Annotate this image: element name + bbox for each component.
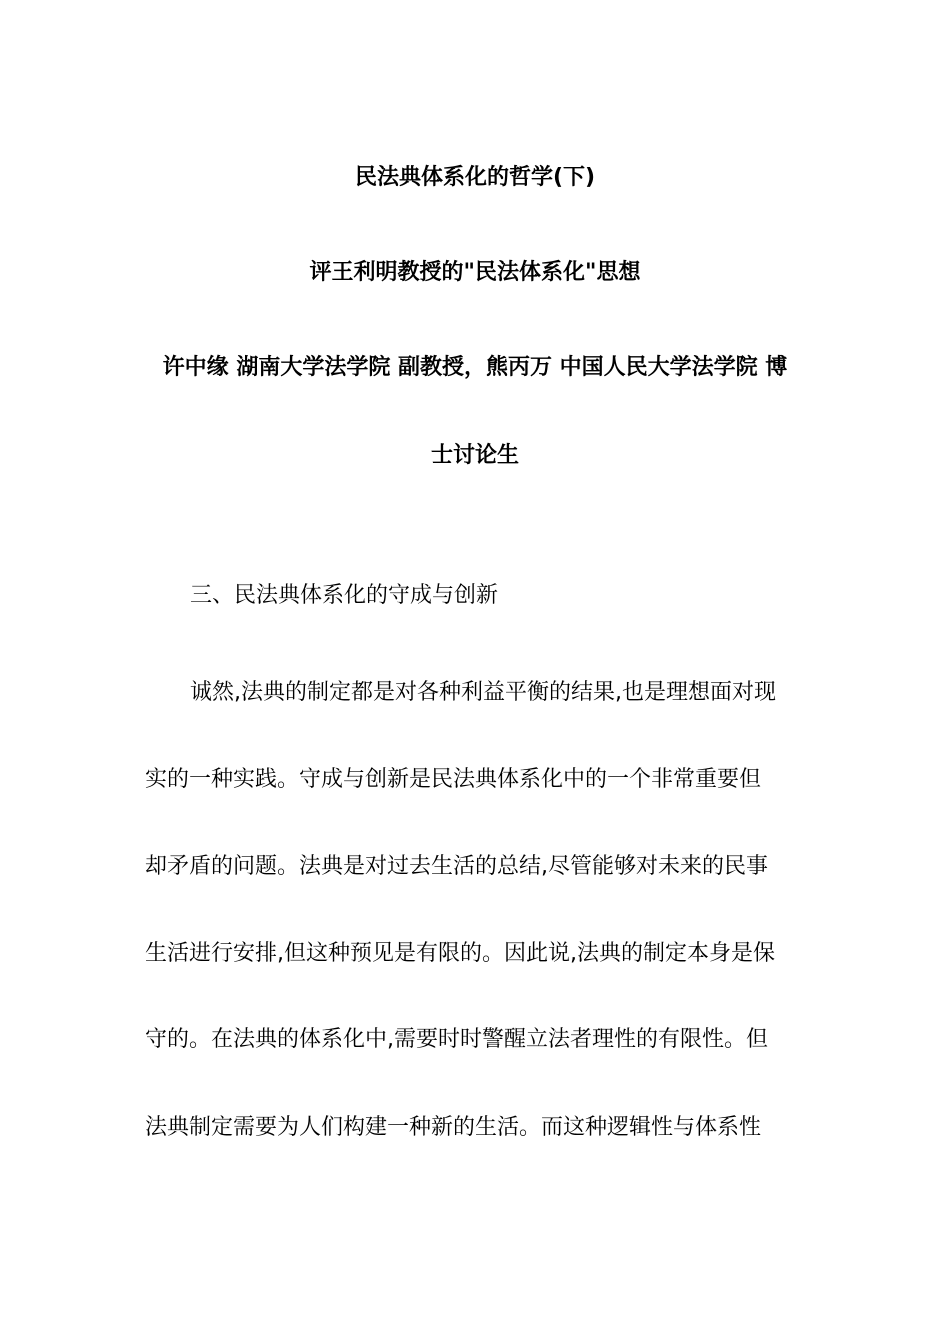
- document-subtitle: 评王利明教授的"民法体系化"思想: [309, 260, 641, 285]
- paragraph-line: 生活进行安排,但这种预见是有限的。因此说,法典的制定本身是保: [145, 941, 775, 966]
- paragraph-line: 法典制定需要为人们构建一种新的生活。而这种逻辑性与体系性: [145, 1115, 762, 1140]
- paragraph-line: 诚然,法典的制定都是对各种利益平衡的结果,也是理想面对现: [190, 680, 776, 705]
- document-title: 民法典体系化的哲学(下): [354, 165, 596, 190]
- paragraph-line: 守的。在法典的体系化中,需要时时警醒立法者理性的有限性。但: [145, 1027, 768, 1052]
- author-line-1: 许中缘 湖南大学法学院 副教授，熊丙万 中国人民大学法学院 博: [162, 355, 788, 380]
- author-line-2: 士讨论生: [430, 443, 519, 468]
- paragraph-line: 实的一种实践。守成与创新是民法典体系化中的一个非常重要但: [145, 767, 762, 792]
- section-heading: 三、民法典体系化的守成与创新: [190, 583, 499, 608]
- paragraph-line: 却矛盾的问题。法典是对过去生活的总结,尽管能够对未来的民事: [145, 854, 768, 879]
